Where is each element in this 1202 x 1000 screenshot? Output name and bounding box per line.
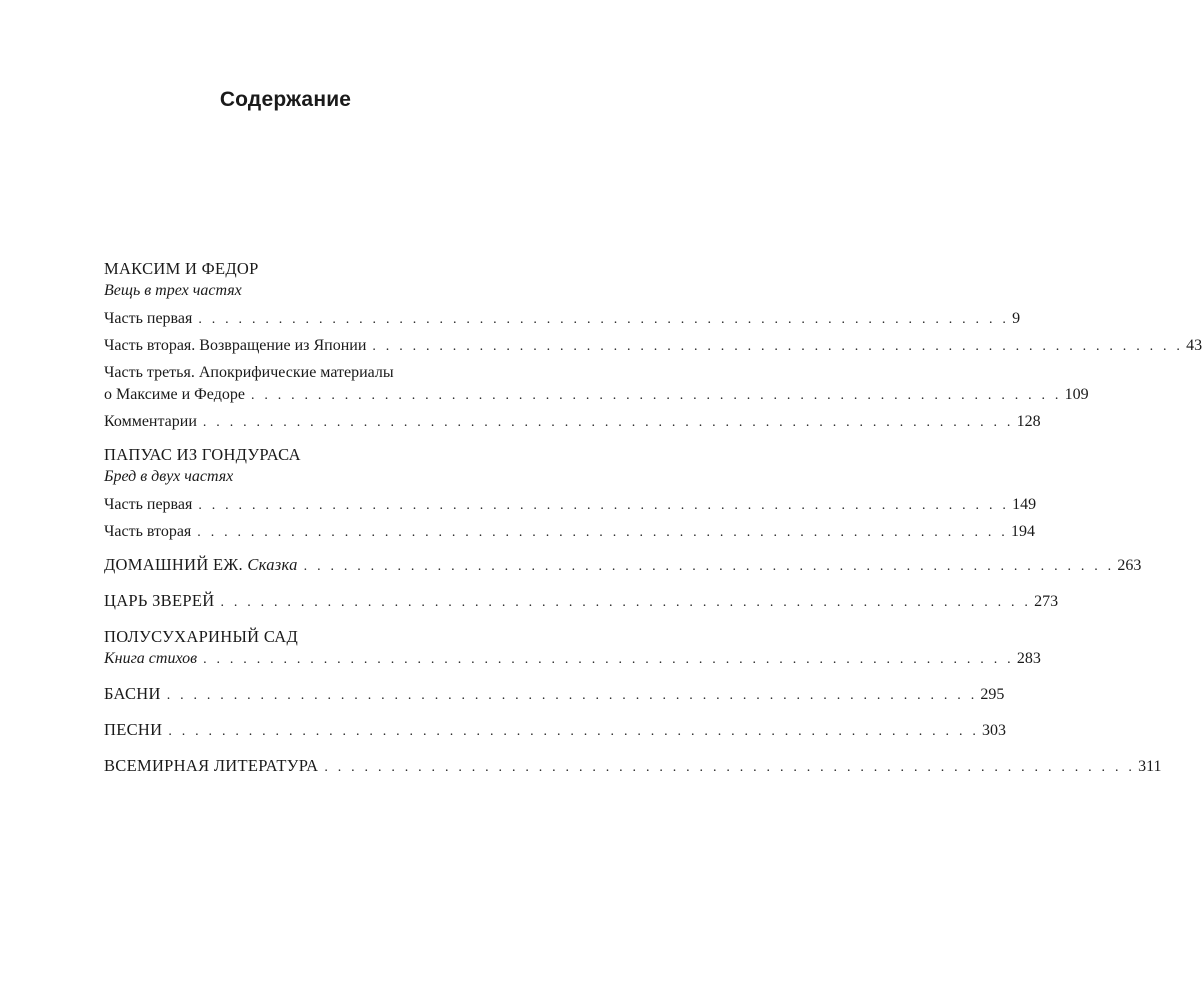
- section-subtitle: Вещь в трех частях: [104, 282, 242, 299]
- page-number: 311: [1138, 758, 1162, 775]
- section-lit: [104, 755, 1162, 779]
- entry-label: БАСНИ: [104, 684, 161, 703]
- dot-leader: . . . . . . . . . . . . . . . . . . . . . . . . . . . . . . . . . . . . . . . . . . . . . . . . . . . . . . . . . . . . .: [303, 559, 1115, 574]
- section-maxim: [104, 258, 1202, 434]
- dot-leader: . . . . . . . . . . . . . . . . . . . . . . . . . . . . . . . . . . . . . . . . . . . . . . . . . . . . . . . . . . . . .: [203, 652, 1014, 667]
- section-papuas: [104, 444, 1037, 544]
- section-title: МАКСИМ И ФЕДОР: [104, 259, 259, 278]
- entry-title: ДОМАШНИЙ ЕЖ.: [104, 555, 243, 574]
- dot-leader: . . . . . . . . . . . . . . . . . . . . . . . . . . . . . . . . . . . . . . . . . . . . . . . . . . . . . . . . . . . . .: [220, 595, 1032, 610]
- page-number: 109: [1064, 386, 1089, 403]
- section-subtitle: Бред в двух частях: [104, 468, 234, 485]
- entry-label: Часть первая: [104, 496, 193, 513]
- section-tsar: [104, 590, 1059, 614]
- toc-entry[interactable]: [104, 521, 1035, 544]
- section-pesni: [104, 719, 1007, 743]
- page-number: 43: [1186, 337, 1202, 354]
- dot-leader: . . . . . . . . . . . . . . . . . . . . . . . . . . . . . . . . . . . . . . . . . . . . . . . . . . . . . . . . . . . . .: [250, 388, 1062, 403]
- page-number: 149: [1012, 496, 1037, 513]
- page-number: 194: [1011, 523, 1035, 540]
- dot-leader: . . . . . . . . . . . . . . . . . . . . . . . . . . . . . . . . . . . . . . . . . . . . . . . . . . . . . . . . . . . . .: [202, 415, 1014, 430]
- toc-entry[interactable]: [104, 335, 1202, 358]
- section-title: ПОЛУСУХАРИНЫЙ САД: [104, 627, 299, 646]
- entry-label-line1: Часть третья. Апокрифические материалы: [104, 364, 394, 381]
- section-ezh: [104, 554, 1142, 578]
- section-title: ПАПУАС ИЗ ГОНДУРАСА: [104, 445, 301, 464]
- toc-entry[interactable]: [104, 719, 1007, 743]
- toc-entry[interactable]: [104, 590, 1059, 614]
- entry-label: [104, 648, 197, 670]
- entry-label: ПЕСНИ: [104, 720, 163, 739]
- entry-subtitle: Книга стихов: [104, 650, 198, 667]
- entry-label: Часть вторая: [104, 523, 192, 540]
- page-number: 303: [982, 722, 1007, 739]
- table-of-contents: [104, 258, 1202, 789]
- page-number: 263: [1117, 557, 1142, 574]
- page-title: Содержание: [219, 88, 352, 111]
- dot-leader: . . . . . . . . . . . . . . . . . . . . . . . . . . . . . . . . . . . . . . . . . . . . . . . . . . . . . . . . . . . . .: [324, 760, 1136, 775]
- page-number: 273: [1034, 593, 1059, 610]
- entry-subtitle: Сказка: [247, 555, 298, 574]
- entry-label: Часть вторая. Возвращение из Японии: [104, 337, 367, 354]
- entry-label: Комментарии: [104, 413, 197, 430]
- toc-entry[interactable]: [104, 308, 1021, 331]
- page-number: 9: [1012, 310, 1021, 327]
- entry-label: [104, 554, 298, 576]
- toc-entry[interactable]: [104, 648, 1041, 671]
- toc-entry[interactable]: [104, 494, 1037, 517]
- dot-leader: . . . . . . . . . . . . . . . . . . . . . . . . . . . . . . . . . . . . . . . . . . . . . . . . . . . . . . . . . . . . .: [372, 339, 1184, 354]
- entry-label: ВСЕМИРНАЯ ЛИТЕРАТУРА: [104, 756, 319, 775]
- toc-entry[interactable]: [104, 554, 1142, 578]
- page-number: 128: [1016, 413, 1041, 430]
- section-sad: [104, 626, 1041, 671]
- page-number: 283: [1016, 650, 1041, 667]
- toc-entry[interactable]: [104, 755, 1162, 779]
- dot-leader: . . . . . . . . . . . . . . . . . . . . . . . . . . . . . . . . . . . . . . . . . . . . . . . . . . . . . . . . . . . . .: [198, 498, 1010, 513]
- entry-label: ЦАРЬ ЗВЕРЕЙ: [104, 591, 215, 610]
- dot-leader: . . . . . . . . . . . . . . . . . . . . . . . . . . . . . . . . . . . . . . . . . . . . . . . . . . . . . . . . . . . . .: [168, 724, 980, 739]
- section-basni: [104, 683, 1005, 707]
- toc-entry[interactable]: [104, 683, 1005, 707]
- toc-entry-multiline[interactable]: [104, 362, 1089, 407]
- dot-leader: . . . . . . . . . . . . . . . . . . . . . . . . . . . . . . . . . . . . . . . . . . . . . . . . . . . . . . . . . . . . .: [197, 525, 1008, 540]
- entry-label: Часть первая: [104, 310, 193, 327]
- page-number: 295: [980, 686, 1005, 703]
- entry-label-line2: о Максиме и Федоре: [104, 386, 245, 403]
- dot-leader: . . . . . . . . . . . . . . . . . . . . . . . . . . . . . . . . . . . . . . . . . . . . . . . . . . . . . . . . . . . . .: [198, 312, 1010, 327]
- toc-entry[interactable]: [104, 411, 1041, 434]
- dot-leader: . . . . . . . . . . . . . . . . . . . . . . . . . . . . . . . . . . . . . . . . . . . . . . . . . . . . . . . . . . . . .: [166, 688, 978, 703]
